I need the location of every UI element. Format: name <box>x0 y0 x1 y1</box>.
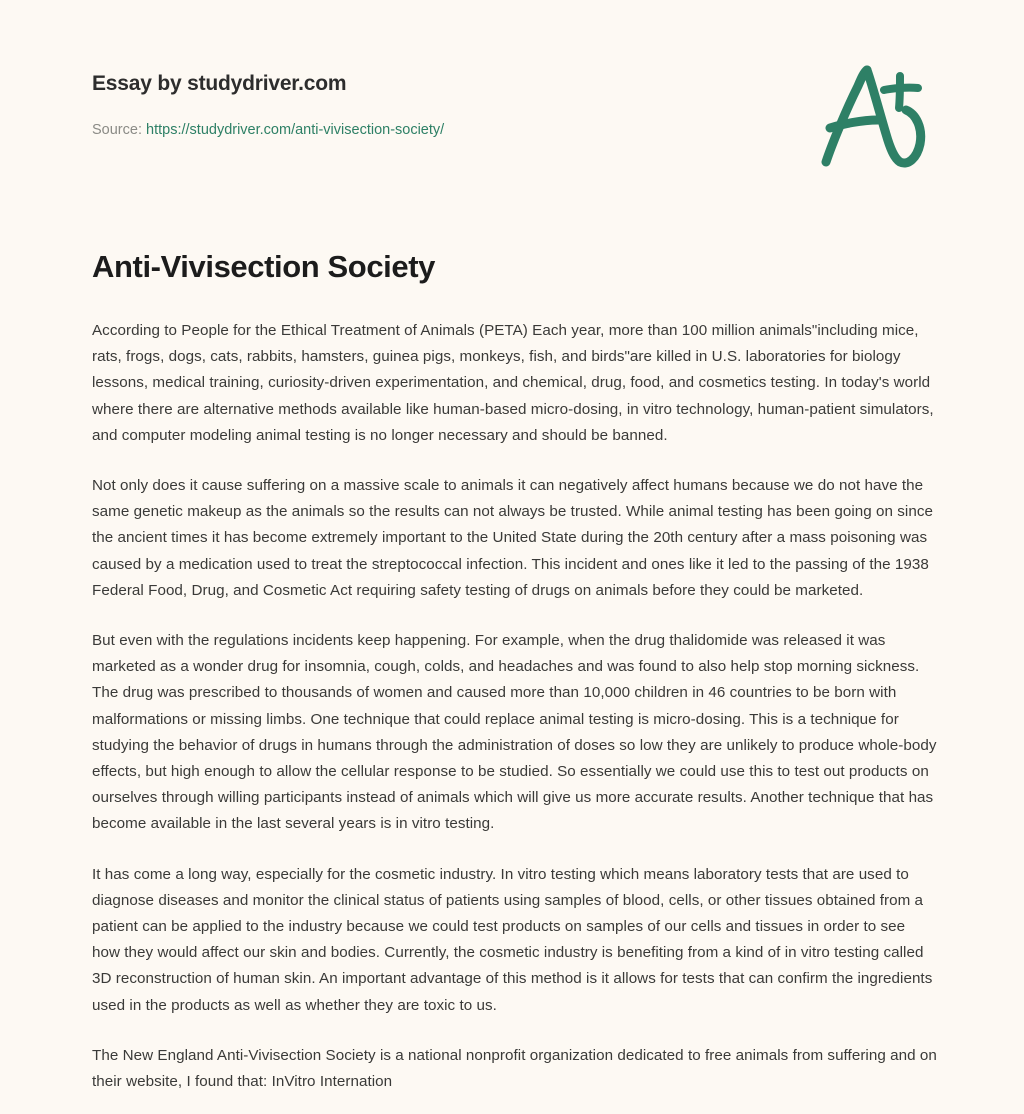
studydriver-a-plus-logo-icon <box>812 58 932 170</box>
page-header <box>0 0 1024 200</box>
page-title: Anti-Vivisection Society <box>92 249 435 284</box>
paragraph: Not only does it cause suffering on a massive scale to animals it can negatively affect humans because we do not have the same genetic makeup as the animals so the results can not always be trusted. While animal testing has been going on since the ancient times it has become extremely important to the United State during the 20th century after a mass poisoning was caused by a medication used to treat the streptococcal infection. This incident and ones like it led to the passing of the 1938 Federal Food, Drug, and Cosmetic Act requiring safety testing of drugs on animals before they could be marketed. <box>92 477 933 599</box>
paragraph: The New England Anti-Vivisection Society is a national nonprofit organization dedicated to free animals from suffering and on their website, I found that: InVitro Internation <box>92 1046 937 1091</box>
paragraph: According to People for the Ethical Treatment of Animals (PETA) Each year, more than 100 million animals"including mice, rats, frogs, dogs, cats, rabbits, hamsters, guinea pigs, monkeys, fish, and birds"are killed in U.S. laboratories for biology lessons, medical training, curiosity-driven experimentation, and chemical, drug, food, and cosmetics testing. In today's world where there are alternative methods available like human-based micro-dosing, in vitro technology, human-patient simulators, and computer modeling animal testing is no longer necessary and should be banned. <box>92 322 934 444</box>
source-label: Source: <box>92 122 142 138</box>
essay-body <box>92 318 937 1095</box>
source-url-link[interactable]: https://studydriver.com/anti-vivisection-society/ <box>146 122 445 138</box>
essay-byline: Essay by studydriver.com <box>92 72 347 95</box>
source-line <box>92 120 444 140</box>
paragraph: But even with the regulations incidents keep happening. For example, when the drug thalidomide was released it was marketed as a wonder drug for insomnia, cough, colds, and headaches and was found to also help stop morning sickness. The drug was prescribed to thousands of women and caused more than 10,000 children in 46 countries to be born with malformations or missing limbs. One technique that could replace animal testing is micro-dosing. This is a technique for studying the behavior of drugs in humans through the administration of doses so low they are unlikely to produce whole-body effects, but high enough to allow the cellular response to be studied. So essentially we could use this to test out products on ourselves through willing participants instead of animals which will give us more accurate results. Another technique that has become available in the last several years is in vitro testing. <box>92 632 937 833</box>
paragraph: It has come a long way, especially for the cosmetic industry. In vitro testing which means laboratory tests that are used to diagnose diseases and monitor the clinical status of patients using samples of blood, cells, or other tissues obtained from a patient can be applied to the industry because we could test products on samples of our cells and tissues in order to see how they would affect our skin and bodies. Currently, the cosmetic industry is benefiting from a kind of in vitro testing called 3D reconstruction of human skin. An important advantage of this method is it allows for tests that can confirm the ingredients used in the products as well as whether they are toxic to us. <box>92 865 933 1014</box>
